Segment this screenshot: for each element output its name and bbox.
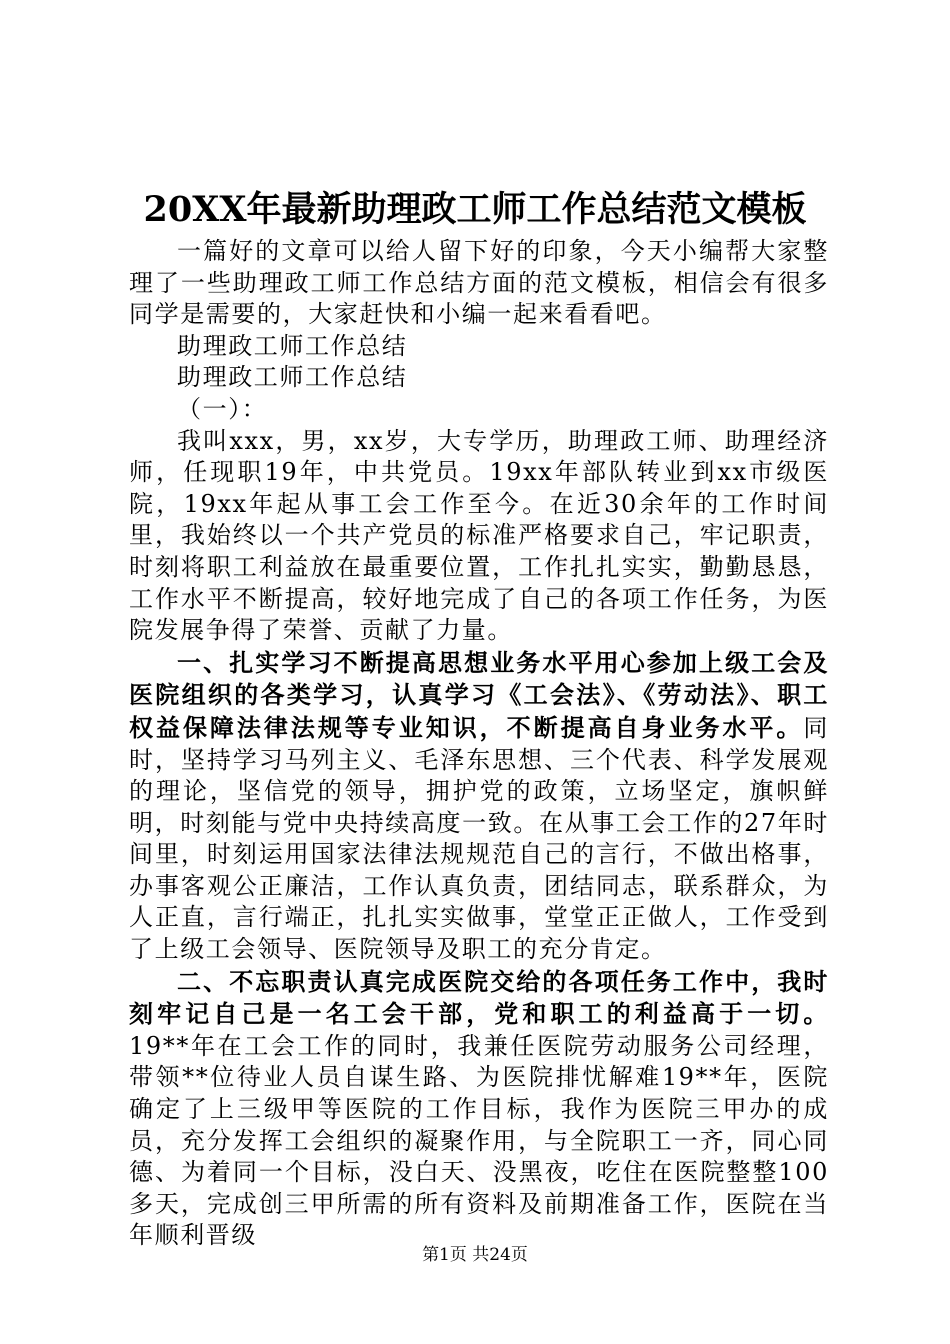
subtitle-line: 助理政工师工作总结 <box>177 331 408 360</box>
section-text: 同时，坚持学习马列主义、毛泽东思想、三个代表、科学发展观的理论，坚信党的领导，拥护党的政策，立场坚定，旗帜鲜明，时刻能与党中央持续高度一致。在从事工会工作的27年时间里，时刻运用国家法律法规规范自己的言行，不做出格事，办事客观公正廉洁，工作认真负责，团结同志，联系群众，为人正直，言行端正，扎扎实实做事，堂堂正正做人，工作受到了上级工会领导、医院领导及职工的充分肯定。 <box>129 713 829 964</box>
subtitle-line: 助理政工师工作总结 <box>177 363 408 392</box>
section-paragraph <box>129 966 829 1252</box>
body-paragraph: 我叫xxx，男，xx岁，大专学历，助理政工师、助理经济师，任现职19年，中共党员。19xx年部队转业到xx市级医院，19xx年起从事工会工作至今。在近30余年的工作时间里，我始终以一个共产党员的标准严格要求自己，牢记职责，时刻将职工利益放在最重要位置，工作扎扎实实，勤勤恳恳，工作水平不断提高，较好地完成了自己的各项工作任务，为医院发展争得了荣誉、贡献了力量。 <box>129 426 829 645</box>
section-paragraph <box>129 647 829 966</box>
page-footer: 第1页 共24页 <box>422 1245 528 1265</box>
document-title: 20XX年最新助理政工师工作总结范文模板 <box>143 189 807 230</box>
intro-paragraph: 一篇好的文章可以给人留下好的印象，今天小编帮大家整理了一些助理政工师工作总结方面的范文模板，相信会有很多同学是需要的，大家赶快和小编一起来看看吧。 <box>129 237 829 329</box>
section-heading: 一、扎实学习不断提高思想业务水平用心参加上级工会及医院组织的各类学习，认真学习《工会法》、《劳动法》、职工权益保障法律法规等专业知识，不断提高自身业务水平。 <box>129 647 829 742</box>
section-number: （一）： <box>177 394 268 423</box>
document-body <box>129 236 829 1252</box>
section-text: 19**年在工会工作的同时，我兼任医院劳动服务公司经理，带领**位待业人员自谋生路、为医院排忧解难19**年，医院确定了上三级甲等医院的工作目标，我作为医院三甲办的成员，充分发挥工会组织的凝聚作用，与全院职工一齐，同心同德、为着同一个目标，没白天、没黑夜，吃住在医院整整100多天，完成创三甲所需的所有资料及前期准备工作，医院在当年顺利晋级 <box>129 1031 829 1250</box>
section-heading: 二、不忘职责认真完成医院交给的各项任务工作中，我时刻牢记自己是一名工会干部，党和职工的利益高于一切。 <box>129 966 829 1029</box>
